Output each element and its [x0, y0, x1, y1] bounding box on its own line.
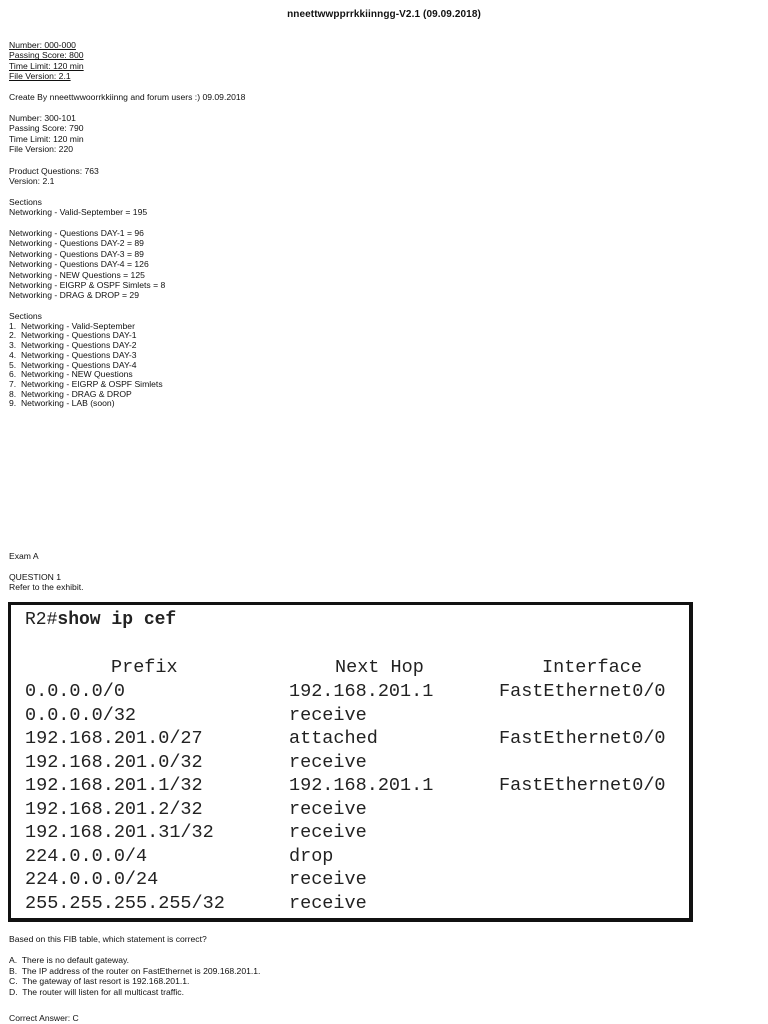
exam-meta [9, 40, 84, 82]
product-info [9, 166, 99, 187]
option-b: B. The IP address of the router on FastEthernet is 209.168.201.1. [9, 965, 261, 976]
option-c: C. The gateway of last resort is 192.168.201.1. [9, 976, 190, 987]
fib-prefix: 192.168.201.31/32 [25, 822, 214, 843]
count-line: Networking - EIGRP & OSPF Simlets = 8 [9, 280, 166, 291]
fib-next-hop: receive [289, 704, 367, 726]
count-line: Networking - Questions DAY-3 = 89 [9, 248, 144, 259]
answer-options [9, 955, 260, 997]
info-file-version: File Version: 220 [9, 144, 74, 155]
sections-summary [9, 197, 147, 218]
column-header-next-hop: Next Hop [335, 657, 424, 678]
fib-next-hop: drop [289, 845, 334, 867]
cli-command: show ip cef [57, 610, 177, 630]
info-time-limit: Time Limit: 120 min [9, 133, 84, 144]
fib-prefix: 255.255.255.255/32 [25, 892, 225, 914]
fib-row [11, 822, 689, 845]
question-intro: Refer to the exhibit. [9, 582, 84, 593]
meta-time-limit: Time Limit: 120 min [9, 60, 84, 71]
fib-prefix: 192.168.201.1/32 [25, 775, 203, 796]
fib-next-hop: receive [289, 869, 367, 890]
correct-answer [9, 1013, 79, 1023]
section-item: 1. Networking - Valid-September [9, 320, 135, 331]
product-version: Version: 2.1 [9, 176, 55, 187]
fib-prefix: 192.168.201.0/27 [25, 728, 203, 749]
section-item: 9. Networking - LAB (soon) [9, 398, 115, 409]
count-line: Networking - Questions DAY-1 = 96 [9, 228, 144, 238]
exhibit-image [8, 602, 693, 922]
fib-next-hop: 192.168.201.1 [289, 775, 434, 796]
section-item: 5. Networking - Questions DAY-4 [9, 359, 137, 370]
fib-row [11, 869, 689, 892]
section-item: 8. Networking - DRAG & DROP [9, 388, 132, 399]
meta-passing-score: Passing Score: 800 [9, 50, 84, 61]
exam-label [9, 551, 39, 561]
fib-row [11, 705, 689, 728]
fib-interface: FastEthernet0/0 [499, 681, 666, 702]
product-questions: Product Questions: 763 [9, 166, 99, 176]
section-item: 2. Networking - Questions DAY-1 [9, 330, 137, 341]
option-a: A. There is no default gateway. [9, 955, 130, 965]
question-stem [9, 934, 207, 944]
fib-row [11, 752, 689, 775]
section-item: 3. Networking - Questions DAY-2 [9, 340, 137, 351]
correct-answer-text: Correct Answer: C [9, 1013, 79, 1023]
meta-number: Number: 000-000 [9, 40, 76, 50]
fib-prefix: 224.0.0.0/4 [25, 845, 148, 867]
fib-row [11, 775, 689, 798]
section-item: 7. Networking - EIGRP & OSPF Simlets [9, 378, 163, 389]
info-number: Number: 300-101 [9, 113, 76, 123]
fib-prefix: 0.0.0.0/32 [25, 704, 137, 726]
sections-heading: Sections [9, 197, 42, 207]
sections-heading: Sections [9, 311, 42, 321]
count-line: Networking - Questions DAY-4 = 126 [9, 259, 149, 270]
cli-prompt: R2# [25, 610, 58, 630]
count-line: Networking - Questions DAY-2 = 89 [9, 238, 144, 249]
fib-next-hop: receive [289, 892, 367, 914]
section-count: Networking - Valid-September = 195 [9, 207, 148, 218]
fib-row [11, 728, 689, 751]
column-header-prefix: Prefix [111, 657, 178, 678]
fib-interface: FastEthernet0/0 [499, 775, 666, 796]
cli-command-line [25, 610, 176, 630]
count-line: Networking - DRAG & DROP = 29 [9, 290, 139, 301]
column-header-interface: Interface [542, 657, 642, 678]
question-header [9, 572, 84, 593]
fib-next-hop: receive [289, 798, 367, 820]
meta-file-version: File Version: 2.1 [9, 71, 71, 82]
fib-row [11, 799, 689, 822]
question-text: Based on this FIB table, which statement is correct? [9, 934, 207, 944]
fib-row [11, 893, 689, 916]
question-label: QUESTION 1 [9, 572, 62, 582]
fib-next-hop: 192.168.201.1 [289, 681, 434, 702]
fib-next-hop: attached [289, 728, 378, 749]
question-counts [9, 228, 165, 301]
section-item: 6. Networking - NEW Questions [9, 369, 133, 380]
fib-prefix: 224.0.0.0/24 [25, 869, 159, 890]
count-line: Networking - NEW Questions = 125 [9, 269, 145, 280]
credit-line [9, 92, 245, 102]
credit-text: Create By nneettwwoorrkkiinng and forum users :) 09.09.2018 [9, 92, 246, 102]
info-passing-score: Passing Score: 790 [9, 123, 84, 134]
exam-title: Exam A [9, 551, 39, 561]
fib-prefix: 192.168.201.2/32 [25, 798, 203, 820]
fib-prefix: 0.0.0.0/0 [25, 681, 125, 702]
fib-next-hop: receive [289, 751, 367, 773]
exam-info [9, 113, 84, 155]
fib-next-hop: receive [289, 822, 367, 843]
fib-row [11, 681, 689, 704]
option-d: D. The router will listen for all multicast traffic. [9, 986, 184, 997]
fib-row [11, 846, 689, 869]
fib-prefix: 192.168.201.0/32 [25, 751, 203, 773]
fib-interface: FastEthernet0/0 [499, 728, 666, 749]
sections-list [9, 312, 163, 409]
section-item: 4. Networking - Questions DAY-3 [9, 349, 137, 360]
document-title: nneettwwpprrkkiinngg-V2.1 (09.09.2018) [287, 9, 481, 20]
